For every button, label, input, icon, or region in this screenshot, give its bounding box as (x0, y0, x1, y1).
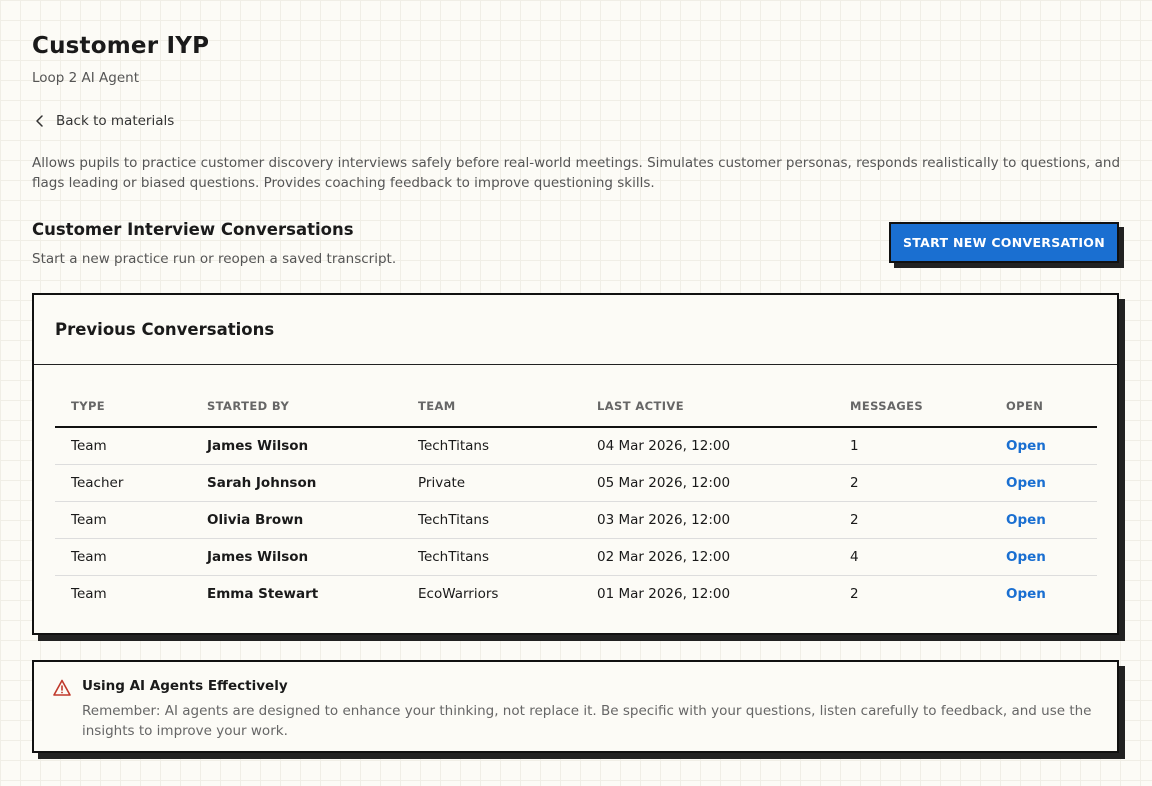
cell-last-active: 03 Mar 2026, 12:00 (581, 501, 834, 538)
open-conversation-link[interactable]: Open (1006, 511, 1046, 528)
cell-last-active: 01 Mar 2026, 12:00 (597, 585, 731, 602)
cell-type: Team (55, 538, 191, 575)
cell-type: Team (71, 585, 107, 602)
cell-type: Teacher (55, 464, 191, 501)
cell-open (990, 464, 1097, 501)
cell-last-active: 02 Mar 2026, 12:00 (581, 538, 834, 575)
previous-conversations-card (32, 293, 1119, 635)
table-row (55, 575, 1097, 612)
column-header-started-by: STARTED BY (191, 391, 402, 427)
cell-messages: 2 (834, 464, 990, 501)
cell-team: TechTitans (402, 427, 581, 464)
cell-started-by: Sarah Johnson (191, 464, 402, 501)
cell-type: Team (55, 427, 191, 464)
cell-started-by: James Wilson (191, 538, 402, 575)
cell-started-by: Olivia Brown (191, 501, 402, 538)
page-title: Customer IYP (32, 33, 210, 59)
column-header-last-active: LAST ACTIVE (581, 391, 834, 427)
cell-messages: 4 (834, 538, 990, 575)
start-new-conversation-button[interactable]: START NEW CONVERSATION (889, 222, 1119, 263)
page-subtitle: Loop 2 AI Agent (32, 70, 140, 86)
table-row (55, 538, 1097, 575)
cell-started-by: Emma Stewart (207, 585, 319, 602)
cell-messages: 1 (834, 427, 990, 464)
cell-team: TechTitans (402, 501, 581, 538)
back-to-materials-link[interactable] (32, 113, 174, 129)
cell-messages: 2 (850, 585, 859, 602)
open-conversation-link[interactable]: Open (1006, 437, 1046, 454)
column-header-open: OPEN (990, 391, 1097, 427)
table-row (55, 427, 1097, 464)
open-conversation-link[interactable]: Open (1006, 474, 1046, 491)
cell-team: Private (402, 464, 581, 501)
chevron-left-icon (32, 113, 48, 129)
cell-open (990, 575, 1097, 612)
open-conversation-link[interactable]: Open (1006, 548, 1046, 565)
callout-title: Using AI Agents Effectively (82, 678, 288, 694)
table-row (55, 464, 1097, 501)
cell-started-by: James Wilson (191, 427, 402, 464)
cell-last-active: 05 Mar 2026, 12:00 (581, 464, 834, 501)
back-link-label: Back to materials (56, 113, 175, 129)
section-subtitle: Start a new practice run or reopen a saved transcript. (32, 251, 397, 267)
callout-body: Remember: AI agents are designed to enhance your thinking, not replace it. Be specific with your questions, listen carefully to feedback, and use the insights to improve your work. (82, 703, 1092, 739)
column-header-team: TEAM (402, 391, 581, 427)
column-header-messages: MESSAGES (834, 391, 990, 427)
cell-open (990, 427, 1097, 464)
ai-usage-callout (32, 660, 1119, 753)
cell-last-active: 04 Mar 2026, 12:00 (581, 427, 834, 464)
table-row (55, 501, 1097, 538)
agent-description: Allows pupils to practice customer discovery interviews safely before real-world meetings. Simulates customer personas, responds realistically to questions, and flags leading or biased questions. Provides coaching feedback to improve questioning skills. (32, 155, 1121, 191)
cell-open (990, 501, 1097, 538)
cell-messages: 2 (834, 501, 990, 538)
conversations-table (55, 391, 1097, 612)
table-header-row (55, 391, 1097, 427)
card-title: Previous Conversations (34, 295, 1117, 365)
section-title: Customer Interview Conversations (32, 220, 354, 239)
cell-type: Team (55, 501, 191, 538)
open-conversation-link[interactable]: Open (1006, 585, 1046, 602)
cell-team: TechTitans (402, 538, 581, 575)
cell-open (990, 538, 1097, 575)
cell-team: EcoWarriors (418, 585, 499, 602)
warning-triangle-icon (52, 678, 72, 698)
column-header-type: TYPE (55, 391, 191, 427)
